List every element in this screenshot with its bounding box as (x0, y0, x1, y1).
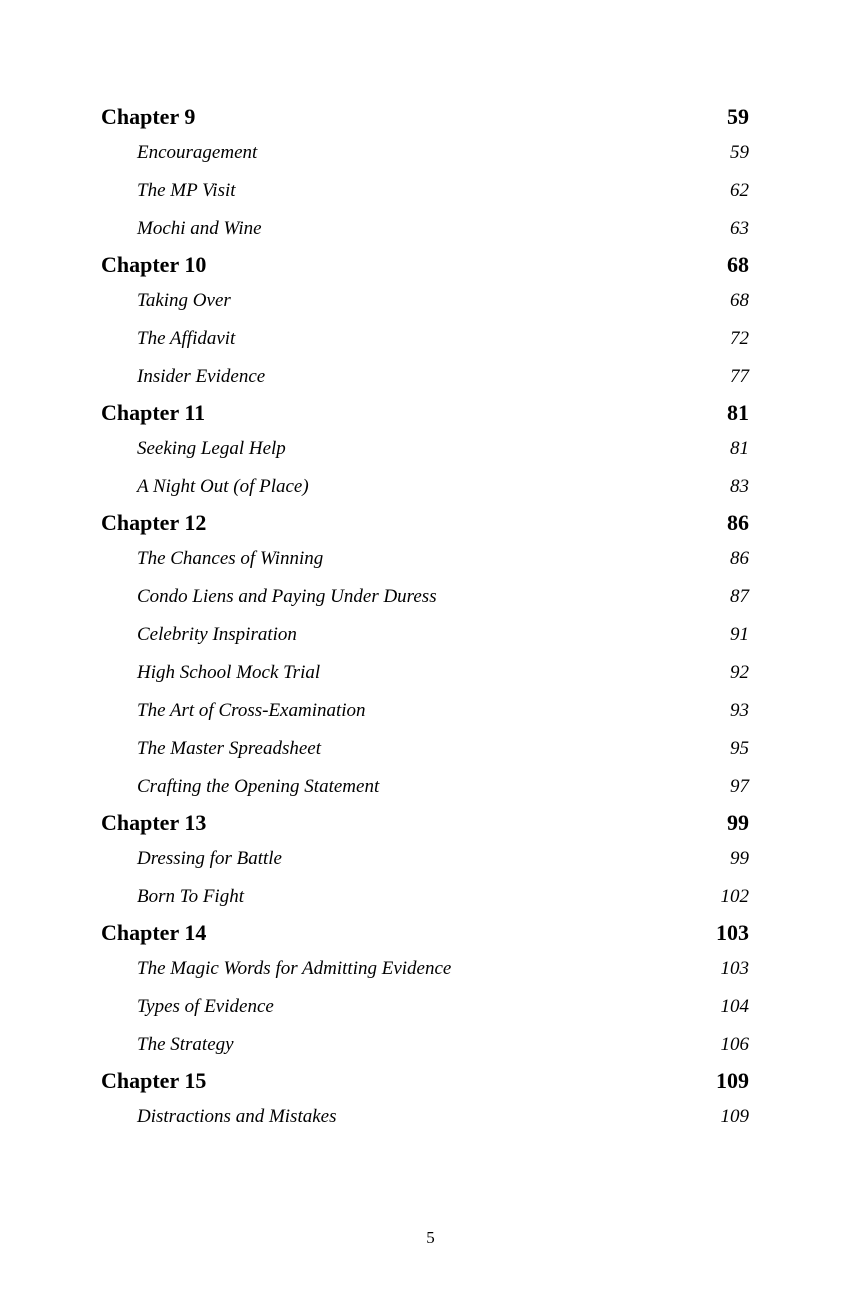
section-entry (101, 468, 749, 506)
section-page-number: 95 (730, 738, 749, 759)
section-entry (101, 1026, 749, 1064)
section-page-number: 81 (730, 438, 749, 459)
table-of-contents (101, 100, 749, 1136)
section-page-number: 106 (720, 1034, 749, 1055)
section-title: Crafting the Opening Statement (137, 776, 380, 797)
section-title: Condo Liens and Paying Under Duress (137, 586, 437, 607)
chapter-entry (101, 1064, 749, 1098)
section-title: The Affidavit (137, 328, 236, 349)
chapter-entry (101, 806, 749, 840)
section-entry (101, 1098, 749, 1136)
chapter-block (101, 248, 749, 396)
chapter-title: Chapter 14 (101, 920, 207, 945)
section-entry (101, 320, 749, 358)
section-entry (101, 210, 749, 248)
section-page-number: 91 (730, 624, 749, 645)
section-entry (101, 988, 749, 1026)
section-entry (101, 134, 749, 172)
section-title: The Master Spreadsheet (137, 738, 321, 759)
section-title: The Strategy (137, 1034, 234, 1055)
section-entry (101, 878, 749, 916)
section-page-number: 97 (730, 776, 749, 797)
chapter-title: Chapter 13 (101, 810, 207, 835)
section-title: Taking Over (137, 290, 231, 311)
chapter-title: Chapter 11 (101, 400, 206, 425)
section-page-number: 87 (730, 586, 749, 607)
section-page-number: 83 (730, 476, 749, 497)
section-title: Dressing for Battle (137, 848, 282, 869)
chapter-page-number: 99 (727, 810, 749, 835)
chapter-entry (101, 916, 749, 950)
chapter-title: Chapter 9 (101, 104, 196, 129)
chapter-entry (101, 506, 749, 540)
section-title: The Magic Words for Admitting Evidence (137, 958, 452, 979)
chapter-block (101, 100, 749, 248)
chapter-title: Chapter 15 (101, 1068, 207, 1093)
section-page-number: 86 (730, 548, 749, 569)
chapter-entry (101, 396, 749, 430)
section-entry (101, 768, 749, 806)
chapter-title: Chapter 12 (101, 510, 207, 535)
section-page-number: 62 (730, 180, 749, 201)
chapter-page-number: 81 (727, 400, 749, 425)
section-entry (101, 578, 749, 616)
chapter-title: Chapter 10 (101, 252, 207, 277)
section-page-number: 59 (730, 142, 749, 163)
section-entry (101, 840, 749, 878)
section-entry (101, 950, 749, 988)
section-entry (101, 430, 749, 468)
section-entry (101, 358, 749, 396)
section-page-number: 109 (720, 1106, 749, 1127)
chapter-entry (101, 100, 749, 134)
section-page-number: 102 (720, 886, 749, 907)
section-title: The Art of Cross-Examination (137, 700, 366, 721)
section-title: Mochi and Wine (137, 218, 262, 239)
chapter-block (101, 396, 749, 506)
section-page-number: 103 (720, 958, 749, 979)
chapter-page-number: 86 (727, 510, 749, 535)
section-title: The Chances of Winning (137, 548, 324, 569)
section-page-number: 68 (730, 290, 749, 311)
section-page-number: 104 (720, 996, 749, 1017)
section-entry (101, 282, 749, 320)
section-title: A Night Out (of Place) (137, 476, 309, 497)
section-title: Distractions and Mistakes (137, 1106, 337, 1127)
chapter-page-number: 59 (727, 104, 749, 129)
section-title: The MP Visit (137, 180, 236, 201)
chapter-page-number: 68 (727, 252, 749, 277)
chapter-block (101, 1064, 749, 1136)
section-entry (101, 654, 749, 692)
section-title: Born To Fight (137, 886, 244, 907)
section-title: Seeking Legal Help (137, 438, 286, 459)
section-title: Types of Evidence (137, 996, 274, 1017)
section-entry (101, 172, 749, 210)
section-title: Celebrity Inspiration (137, 624, 297, 645)
section-page-number: 99 (730, 848, 749, 869)
chapter-block (101, 806, 749, 916)
section-title: Insider Evidence (137, 366, 266, 387)
section-entry (101, 616, 749, 654)
section-entry (101, 730, 749, 768)
chapter-page-number: 109 (716, 1068, 749, 1093)
section-title: Encouragement (137, 142, 258, 163)
section-page-number: 92 (730, 662, 749, 683)
section-page-number: 77 (730, 366, 749, 387)
section-page-number: 72 (730, 328, 749, 349)
page-number: 5 (426, 1228, 435, 1247)
section-entry (101, 692, 749, 730)
section-page-number: 63 (730, 218, 749, 239)
section-entry (101, 540, 749, 578)
chapter-entry (101, 248, 749, 282)
chapter-block (101, 916, 749, 1064)
chapter-block (101, 506, 749, 806)
chapter-page-number: 103 (716, 920, 749, 945)
section-title: High School Mock Trial (137, 662, 321, 683)
section-page-number: 93 (730, 700, 749, 721)
